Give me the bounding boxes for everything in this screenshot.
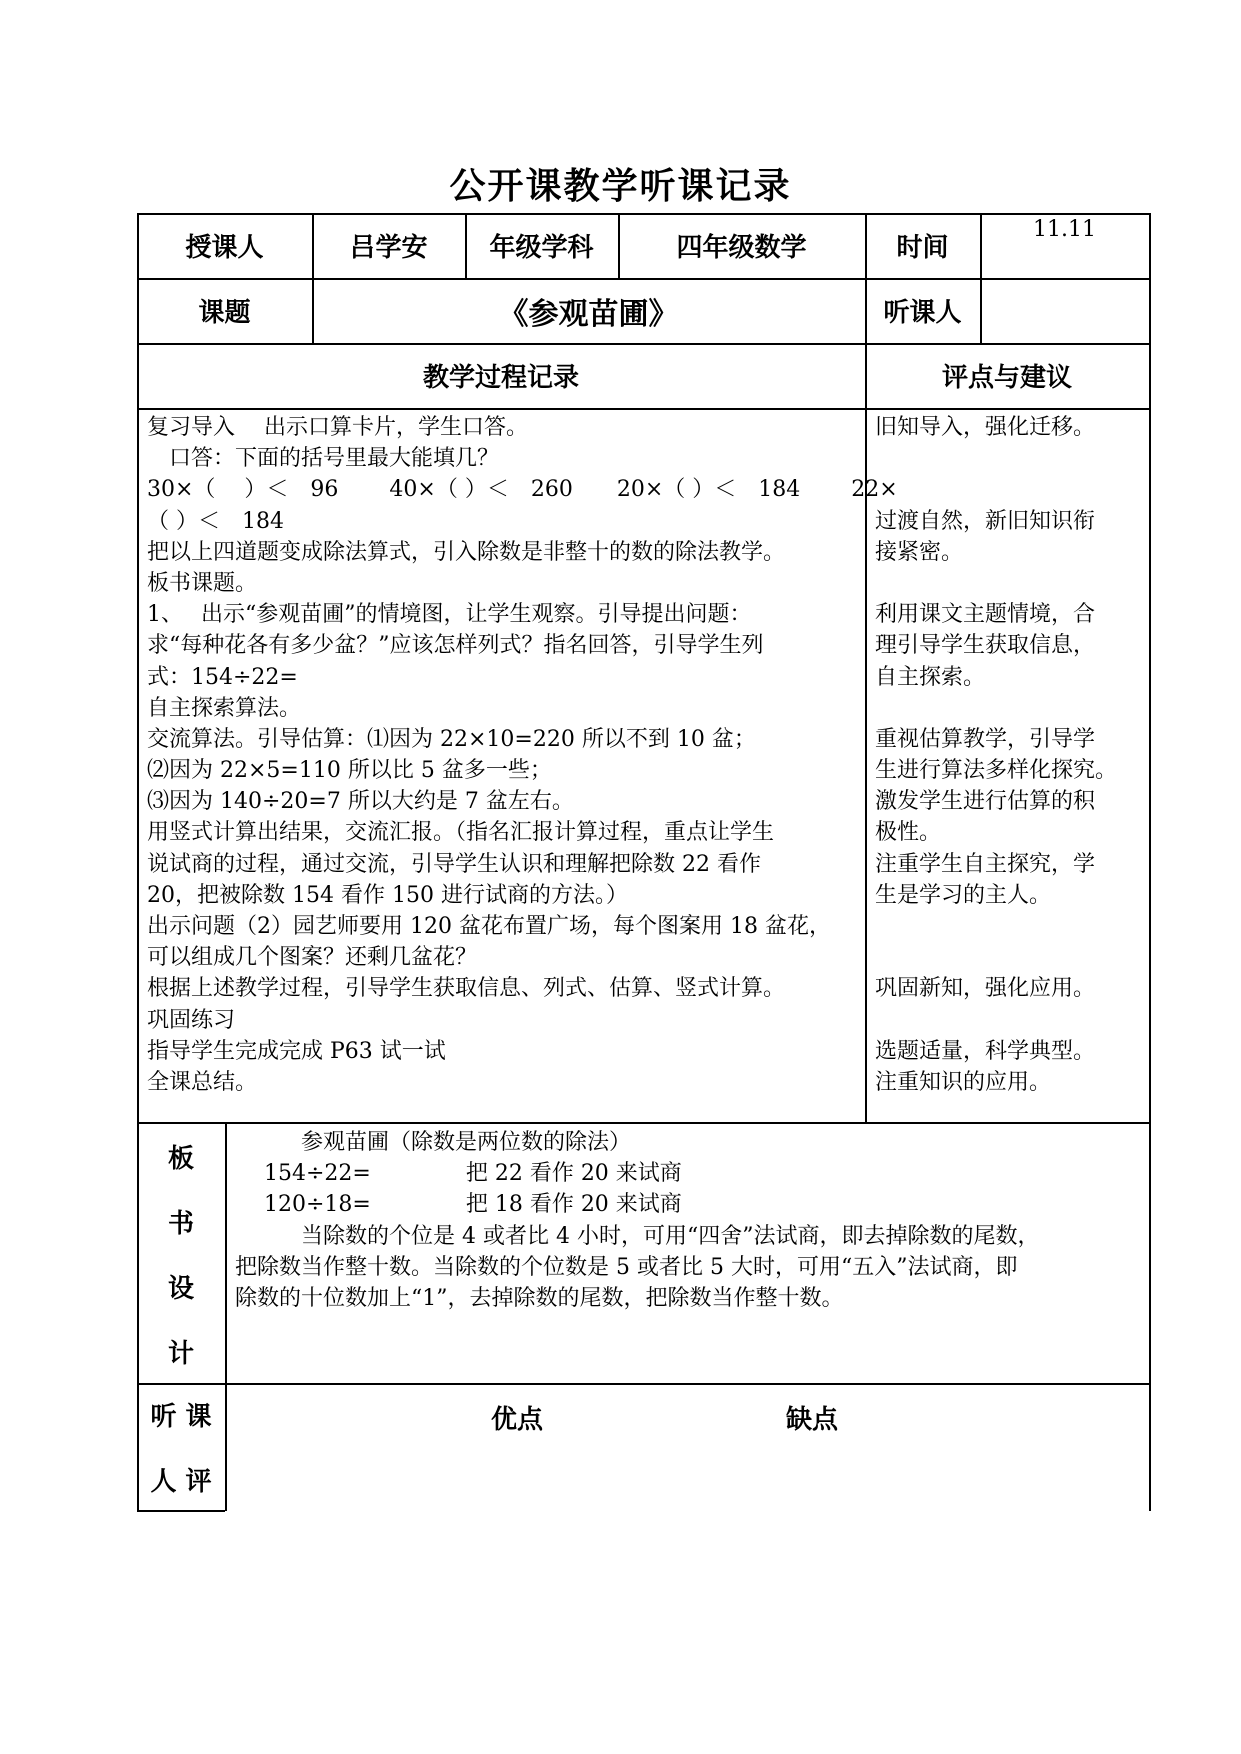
comment-line — [875, 911, 1117, 942]
comment-line: 注重学生自主探究，学 — [875, 851, 1096, 877]
process-line: 出示问题（2）园艺师要用 120 盆花布置广场，每个图案用 18 盆花， — [147, 914, 831, 939]
comment-line: 极性。 — [875, 820, 942, 846]
board-label-char: 设 — [167, 1274, 194, 1304]
process-line: 把以上四道题变成除法算式，引入除数是非整十的数的除法教学。 — [147, 539, 786, 565]
board-text — [235, 1127, 1039, 1314]
process-line: 全课总结。 — [147, 1069, 258, 1095]
process-line: 指导学生完成完成 P63 试一试 — [147, 1038, 446, 1064]
listener-label: 听课人 — [883, 298, 962, 328]
time-value: 11.11 — [1033, 216, 1096, 242]
process-line: 可以组成几个图案？还剩几盆花？ — [147, 945, 478, 971]
board-line: 当除数的个位是 4 或者比 4 小时，可用“四舍”法试商，即去掉除数的尾数， — [235, 1223, 1040, 1249]
rule-right — [1149, 213, 1151, 1511]
board-line: 参观苗圃（除数是两位数的除法） — [235, 1130, 632, 1155]
pros-label: 优点 — [490, 1405, 543, 1435]
evaluation-label — [137, 1385, 225, 1515]
evaluation-label-line: 听 课 — [150, 1402, 212, 1432]
board-label-char: 板 — [167, 1144, 194, 1174]
comment-line — [875, 1005, 1117, 1036]
rule-section — [137, 408, 1151, 410]
teacher-label: 授课人 — [185, 233, 264, 263]
comment-label: 评点与建议 — [941, 363, 1072, 393]
board-line: 154÷22= 把 22 看作 20 来试商 — [235, 1161, 682, 1187]
comment-line: 旧知导入，强化迁移。 — [875, 415, 1096, 440]
comment-line: 过渡自然，新旧知识衔 — [875, 508, 1096, 534]
comment-line — [875, 693, 1117, 724]
comment-line — [875, 474, 1117, 505]
board-line: 把除数当作整十数。当除数的个位数是 5 或者比 5 大时，可用“五入”法试商，即 — [235, 1254, 1018, 1280]
board-line: 除数的十位数加上“1”，去掉除数的尾数，把除数当作整十数。 — [235, 1285, 844, 1311]
process-line: 求“每种花各有多少盆？”应该怎样列式？指名回答，引导学生列 — [147, 633, 764, 659]
process-line: 说试商的过程，通过交流，引导学生认识和理解把除数 22 看作 — [147, 851, 761, 877]
comment-line: 生进行算法多样化探究。 — [875, 758, 1118, 784]
process-line: 交流算法。引导估算：⑴因为 22×10=220 所以不到 10 盆； — [147, 726, 756, 752]
process-label: 教学过程记录 — [422, 363, 579, 393]
process-line: 式：154÷22= — [147, 664, 298, 690]
board-label-char: 书 — [167, 1209, 194, 1239]
process-line: ⑶因为 140÷20=7 所以大约是 7 盆左右。 — [147, 789, 574, 815]
evaluation-label-line: 人 评 — [150, 1467, 212, 1497]
rule-board-end — [137, 1383, 1151, 1385]
board-line: 120÷18= 把 18 看作 20 来试商 — [235, 1192, 682, 1218]
page-title: 公开课教学听课记录 — [449, 165, 792, 207]
comment-line — [875, 443, 1117, 474]
process-line: 1、 出示“参观苗圃”的情境图，让学生观察。引导提出问题： — [147, 602, 752, 628]
grade-value: 四年级数学 — [676, 233, 807, 263]
comment-line: 自主探索。 — [875, 664, 986, 690]
process-line: ⑵因为 22×5=110 所以比 5 盆多一些； — [147, 758, 552, 784]
comment-line: 利用课文主题情境，合 — [875, 602, 1096, 628]
rule-process-end — [137, 1122, 1151, 1124]
process-line: 口答：下面的括号里最大能填几？ — [147, 446, 500, 472]
process-line: 板书课题。 — [147, 570, 258, 596]
comment-line: 选题适量，科学典型。 — [875, 1038, 1096, 1064]
process-line: 用竖式计算出结果，交流汇报。（指名汇报计算过程，重点让学生 — [147, 820, 775, 846]
comment-line: 注重知识的应用。 — [875, 1069, 1052, 1095]
process-text — [147, 412, 898, 1098]
record-table — [137, 213, 1151, 1511]
comment-line — [875, 568, 1117, 599]
process-line: 巩固练习 — [147, 1007, 236, 1033]
cons-label: 缺点 — [785, 1405, 838, 1435]
process-line: 20，把被除数 154 看作 150 进行试商的方法。） — [147, 882, 628, 908]
board-label — [137, 1127, 225, 1387]
topic-label: 课题 — [198, 298, 251, 328]
comment-line — [875, 942, 1117, 973]
grade-label: 年级学科 — [489, 233, 594, 263]
comment-line: 激发学生进行估算的积 — [875, 789, 1096, 815]
rule-label-col — [225, 1122, 227, 1511]
process-line: 复习导入 出示口算卡片，学生口答。 — [147, 415, 528, 440]
topic-value: 《参观苗圃》 — [498, 296, 679, 332]
process-line: （ ）＜ 184 — [147, 508, 284, 534]
process-line: 根据上述教学过程，引导学生获取信息、列式、估算、竖式计算。 — [147, 976, 786, 1002]
comment-line: 理引导学生获取信息， — [875, 633, 1096, 659]
comment-line: 巩固新知，强化应用。 — [875, 976, 1096, 1002]
listener-value — [980, 278, 1149, 343]
comment-text — [875, 412, 1117, 1098]
comment-line: 接紧密。 — [875, 539, 964, 565]
process-line: 自主探索算法。 — [147, 695, 302, 721]
comment-line: 重视估算教学，引导学 — [875, 726, 1096, 752]
process-line: 30×（ ）＜ 96 40×（ ）＜ 260 20×（ ）＜ 184 22× — [147, 477, 898, 503]
comment-line: 生是学习的主人。 — [875, 882, 1052, 908]
board-label-char: 计 — [167, 1339, 194, 1369]
time-label: 时间 — [896, 233, 949, 263]
teacher-name: 吕学安 — [349, 233, 428, 263]
